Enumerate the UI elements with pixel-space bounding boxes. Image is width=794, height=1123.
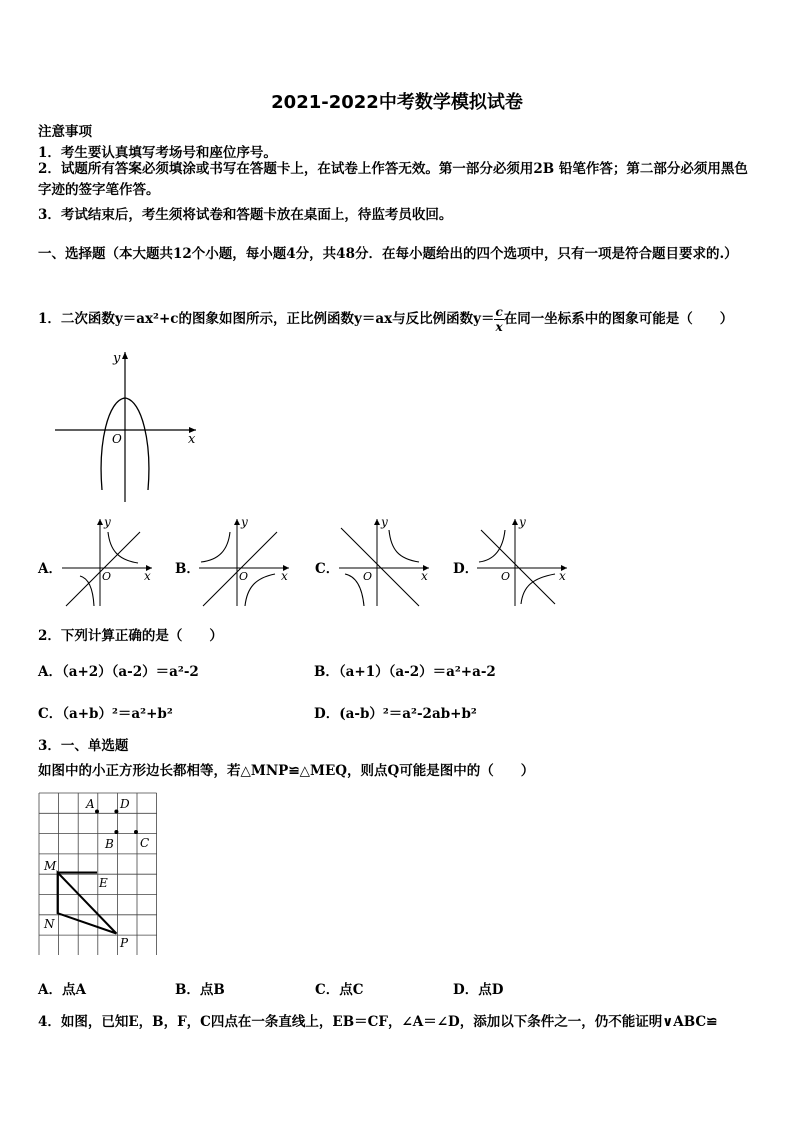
q3-option-b: B．点B [175, 982, 225, 998]
page-title: 2021-2022中考数学模拟试卷 [271, 92, 523, 113]
q3-stem: 如图中的小正方形边长都相等，若△MNP≌△MEQ，则点Q可能是图中的（ ） [38, 763, 535, 779]
point-a [95, 810, 99, 814]
x-label: x [281, 569, 288, 583]
origin-label: O [102, 570, 112, 583]
q3-option-d: D．点D [453, 982, 504, 998]
label-b: B [105, 837, 114, 851]
label-c: C [140, 836, 150, 850]
label-e: E [99, 876, 108, 890]
y-axis-arrow [122, 352, 128, 359]
y-label: y [241, 516, 248, 529]
q1-stem [38, 305, 733, 334]
section-heading: 一、选择题（本大题共12个小题，每小题4分，共48分．在每小题给出的四个选项中，只有一项是符合题目要求的.） [38, 246, 738, 262]
hyperbola-q1 [389, 530, 419, 562]
point-c [134, 830, 138, 834]
q3-option-c: C．点C [315, 982, 364, 998]
line-graph [481, 530, 555, 604]
x-label: x [144, 569, 151, 583]
q1-option-c-graph [337, 516, 432, 608]
notice-item-3: 3．考试结束后，考生须将试卷和答题卡放在桌面上，待监考员收回。 [38, 207, 453, 223]
notice-item-2: 2．试题所有答案必须填涂或书写在答题卡上，在试卷上作答无效。第一部分必须用2B 铅笔作答；第二部分必须用黑色字迹的签字笔作答。 [38, 161, 748, 198]
q1-option-a-graph [60, 516, 155, 608]
q1-parabola-graph [50, 348, 200, 506]
line-graph [341, 528, 419, 606]
hyperbola-q2 [201, 532, 230, 562]
q1-option-c-label: C． [315, 561, 340, 577]
label-d: D [120, 797, 130, 811]
notice-heading: 注意事项 [38, 124, 92, 140]
hyperbola-q4 [245, 574, 275, 606]
q1-stem-before: 1．二次函数y＝ax²+c的图象如图所示，正比例函数y＝ax与反比例函数y＝ [38, 311, 495, 327]
q1-option-b-graph [197, 516, 292, 608]
y-label: y [519, 516, 526, 529]
q1-frac-den: x [495, 320, 503, 334]
q2-stem: 2．下列计算正确的是（ ） [38, 628, 223, 644]
point-d [114, 810, 118, 814]
y-label: y [104, 516, 111, 529]
label-a: A [86, 797, 95, 811]
q4-stem: 4．如图，已知E，B，F，C四点在一条直线上，EB＝CF，∠A＝∠D，添加以下条件之一，仍不能证明∨ABC≌ [38, 1014, 718, 1030]
origin-label: O [501, 570, 511, 583]
origin-label: O [112, 432, 122, 446]
q1-option-d-label: D． [453, 561, 479, 577]
point-b [114, 830, 118, 834]
notice-item-1: 1．考生要认真填写考场号和座位序号。 [38, 145, 277, 161]
hyperbola-q2 [479, 530, 505, 562]
y-label: y [381, 516, 388, 529]
origin-label: O [239, 570, 249, 583]
origin-label: O [363, 570, 373, 583]
q2-option-b: B．（a+1）（a-2）＝a²+a-2 [314, 664, 496, 680]
line-graph [66, 532, 140, 606]
x-label: x [559, 569, 566, 583]
label-m: M [44, 859, 57, 873]
label-n: N [44, 917, 55, 931]
x-label: x [188, 432, 196, 447]
x-label: x [421, 569, 428, 583]
label-p: P [120, 936, 129, 950]
hyperbola-q1 [108, 532, 138, 563]
line-graph [203, 532, 277, 606]
q2-option-d: D．(a-b）²＝a²-2ab+b² [314, 706, 477, 722]
q1-option-a-label: A． [38, 561, 62, 577]
q2-option-a: A．（a+2）（a-2）＝a²-2 [38, 664, 199, 680]
q3-grid-figure [38, 792, 160, 955]
q1-frac-num: c [495, 305, 503, 319]
hyperbola-q3 [345, 574, 364, 606]
q1-stem-after: 在同一坐标系中的图象可能是（ ） [503, 311, 734, 327]
q1-option-b-label: B． [175, 561, 200, 577]
q1-option-d-graph [475, 516, 570, 608]
y-label: y [113, 351, 121, 366]
q3-section: 3．一、单选题 [38, 738, 129, 754]
q3-option-a: A．点A [38, 982, 86, 998]
q2-option-c: C．（a+b）²＝a²+b² [38, 706, 173, 722]
q1-fraction [494, 305, 503, 334]
